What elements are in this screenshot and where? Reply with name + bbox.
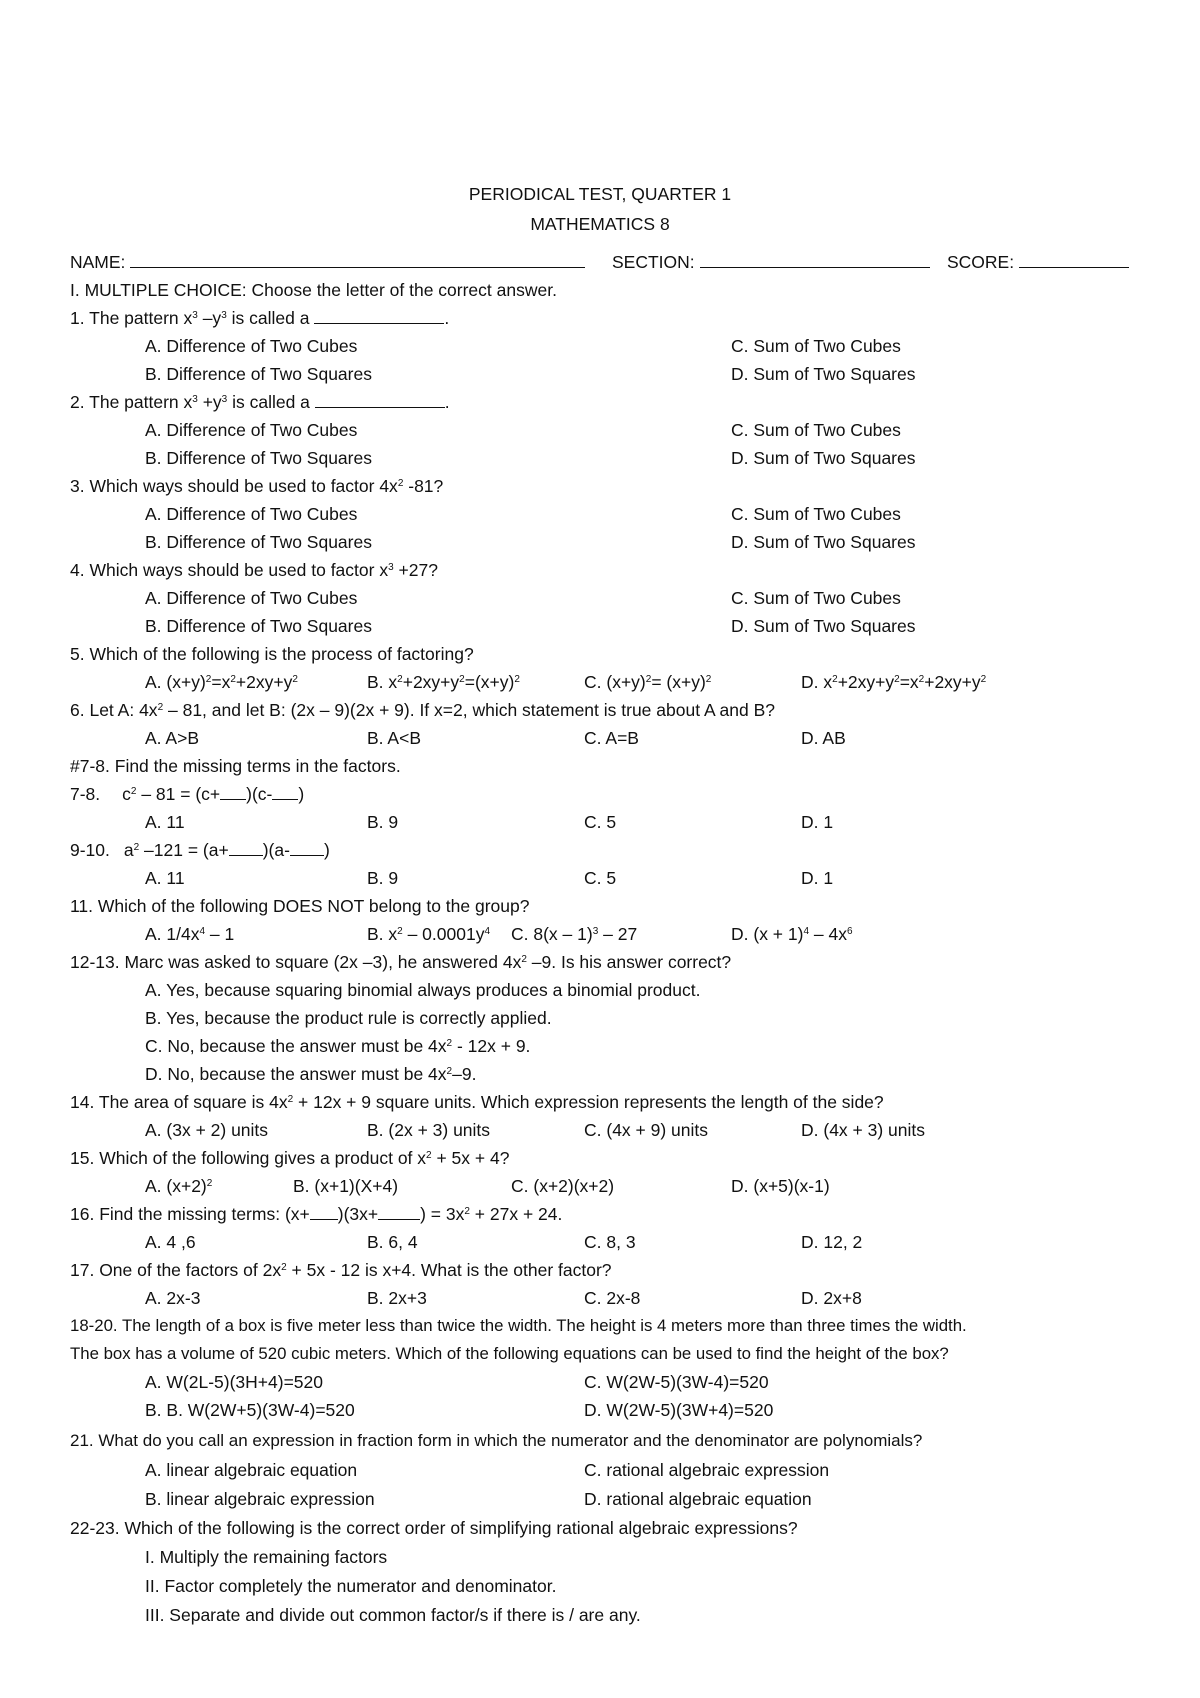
- q3-option-b[interactable]: B. Difference of Two Squares: [145, 532, 372, 552]
- section-field: [612, 251, 930, 273]
- question-12-13: 12-13. Marc was asked to square (2x –3), he answered $4x^2$ –9. Is his answer correct?: [70, 952, 732, 972]
- question-15: 15. Which of the following gives a product of $x^2 + 5x + 4$?: [70, 1148, 510, 1168]
- q15-option-a[interactable]: A. $(x+2)^2$: [145, 1176, 213, 1196]
- question-14: 14. The area of square is $4x^2 + 12x + 9$ square units. Which expression represents the length of the side?: [70, 1092, 884, 1112]
- q18-option-b[interactable]: B. B. W(2W+5)(3W-4)=520: [145, 1400, 355, 1420]
- q6-option-b[interactable]: B. A<B: [367, 728, 421, 748]
- question-6: 6. Let A: $4x^2 - 81$, and let B: (2x – 9)(2x + 9). If x=2, which statement is true about A and B?: [70, 700, 776, 720]
- section-label: SECTION:: [612, 252, 695, 272]
- q11-option-c[interactable]: C. 8(x – 1)$^3$ – 27: [511, 924, 638, 944]
- q1-option-b[interactable]: B. Difference of Two Squares: [145, 364, 372, 384]
- q12-option-b[interactable]: B. Yes, because the product rule is correctly applied.: [145, 1008, 552, 1028]
- q6-option-d[interactable]: D. AB: [801, 728, 846, 748]
- q22-step-ii: II. Factor completely the numerator and denominator.: [145, 1576, 557, 1596]
- score-field: [947, 251, 1129, 273]
- q15-option-d[interactable]: D. (x+5)(x-1): [731, 1176, 830, 1196]
- question-2: 2. The pattern $x^3 +y^3$ is called a .: [70, 392, 450, 412]
- q2-option-a[interactable]: A. Difference of Two Cubes: [145, 420, 358, 440]
- q15-option-b[interactable]: B. (x+1)(X+4): [293, 1176, 399, 1196]
- q7-option-c[interactable]: C. 5: [584, 812, 617, 832]
- q11-option-a[interactable]: A. $1/4x^4 - 1$: [145, 924, 235, 944]
- q2-option-d[interactable]: D. Sum of Two Squares: [731, 448, 916, 468]
- q12-option-a[interactable]: A. Yes, because squaring binomial always produces a binomial product.: [145, 980, 701, 1000]
- q16-option-c[interactable]: C. 8, 3: [584, 1232, 636, 1252]
- question-4: 4. Which ways should be used to factor $x^3 +27$?: [70, 560, 438, 580]
- question-5: 5. Which of the following is the process of factoring?: [70, 644, 474, 664]
- q9-option-b[interactable]: B. 9: [367, 868, 399, 888]
- q22-step-iii: III. Separate and divide out common factor/s if there is / are any.: [145, 1605, 641, 1625]
- q7-option-d[interactable]: D. 1: [801, 812, 834, 832]
- instructions: I. MULTIPLE CHOICE: Choose the letter of the correct answer.: [70, 280, 557, 300]
- q7-option-b[interactable]: B. 9: [367, 812, 399, 832]
- q15-option-c[interactable]: C. (x+2)(x+2): [511, 1176, 615, 1196]
- q16-option-d[interactable]: D. 12, 2: [801, 1232, 863, 1252]
- q9-option-d[interactable]: D. 1: [801, 868, 834, 888]
- q17-option-b[interactable]: B. 2x+3: [367, 1288, 427, 1308]
- q1-option-c[interactable]: C. Sum of Two Cubes: [731, 336, 901, 356]
- question-21: 21. What do you call an expression in fraction form in which the numerator and the denominator are polynomials?: [70, 1431, 923, 1450]
- q14-option-b[interactable]: B. (2x + 3) units: [367, 1120, 491, 1140]
- q18-option-c[interactable]: C. W(2W-5)(3W-4)=520: [584, 1372, 769, 1392]
- q9-option-c[interactable]: C. 5: [584, 868, 617, 888]
- q21-option-a[interactable]: A. linear algebraic equation: [145, 1460, 358, 1480]
- question-7-8-intro: #7-8. Find the missing terms in the factors.: [70, 756, 401, 776]
- q4-option-d[interactable]: D. Sum of Two Squares: [731, 616, 916, 636]
- question-1: 1. The pattern $x^3$ $-y^3$ is called a .: [70, 308, 450, 328]
- q22-step-i: I. Multiply the remaining factors: [145, 1547, 388, 1567]
- question-3: 3. Which ways should be used to factor $4x^2$ -81?: [70, 476, 444, 496]
- q1-option-d[interactable]: D. Sum of Two Squares: [731, 364, 916, 384]
- question-18-20-line2: The box has a volume of 520 cubic meters. Which of the following equations can be used to find the height of the box?: [70, 1344, 949, 1363]
- q7-option-a[interactable]: A. 11: [145, 812, 185, 832]
- name-field: [70, 251, 585, 273]
- q12-option-d[interactable]: D. No, because the answer must be $4x^2-9$.: [145, 1064, 477, 1084]
- q17-option-a[interactable]: A. 2x-3: [145, 1288, 201, 1308]
- q14-option-a[interactable]: A. (3x + 2) units: [145, 1120, 269, 1140]
- answer-blank: [314, 309, 444, 324]
- q21-option-c[interactable]: C. rational algebraic expression: [584, 1460, 830, 1480]
- question-11: 11. Which of the following DOES NOT belong to the group?: [70, 896, 530, 916]
- q11-option-b[interactable]: B. $x^2 - 0.0001y^4$: [367, 924, 491, 944]
- q2-option-c[interactable]: C. Sum of Two Cubes: [731, 420, 901, 440]
- name-label: NAME:: [70, 252, 126, 272]
- q21-option-d[interactable]: D. rational algebraic equation: [584, 1489, 812, 1509]
- q17-option-d[interactable]: D. 2x+8: [801, 1288, 862, 1308]
- q4-option-c[interactable]: C. Sum of Two Cubes: [731, 588, 901, 608]
- q3-option-a[interactable]: A. Difference of Two Cubes: [145, 504, 358, 524]
- q18-option-d[interactable]: D. W(2W-5)(3W+4)=520: [584, 1400, 774, 1420]
- q18-option-a[interactable]: A. W(2L-5)(3H+4)=520: [145, 1372, 323, 1392]
- question-18-20-line1: 18-20. The length of a box is five meter less than twice the width. The height is 4 meters more than three times the width.: [70, 1316, 967, 1335]
- answer-blank: [315, 393, 445, 408]
- q16-option-a[interactable]: A. 4 ,6: [145, 1232, 196, 1252]
- q12-option-c[interactable]: C. No, because the answer must be $4x^2 - 12x + 9$.: [145, 1036, 531, 1056]
- q16-option-b[interactable]: B. 6, 4: [367, 1232, 418, 1252]
- q4-option-b[interactable]: B. Difference of Two Squares: [145, 616, 372, 636]
- subject-title: MATHEMATICS 8: [530, 214, 670, 234]
- q4-option-a[interactable]: A. Difference of Two Cubes: [145, 588, 358, 608]
- score-label: SCORE:: [947, 252, 1015, 272]
- question-9-10: 9-10. $a^2$ –121 = (a+ )(a- ): [70, 840, 330, 860]
- question-16: 16. Find the missing terms: (x+ )(3x+ ) = $3x^2 + 27x + 24$.: [70, 1204, 563, 1224]
- q14-option-d[interactable]: D. (4x + 3) units: [801, 1120, 926, 1140]
- score-blank[interactable]: [1019, 253, 1129, 268]
- question-22-23: 22-23. Which of the following is the correct order of simplifying rational algebraic expressions?: [70, 1518, 798, 1538]
- q1-option-a[interactable]: A. Difference of Two Cubes: [145, 336, 358, 356]
- q6-option-a[interactable]: A. A>B: [145, 728, 199, 748]
- q2-option-b[interactable]: B. Difference of Two Squares: [145, 448, 372, 468]
- q9-option-a[interactable]: A. 11: [145, 868, 185, 888]
- q3-option-d[interactable]: D. Sum of Two Squares: [731, 532, 916, 552]
- test-title: PERIODICAL TEST, QUARTER 1: [468, 184, 732, 204]
- q5-option-c[interactable]: C. $(x+y)^2= (x+y)^2$: [584, 672, 712, 692]
- question-17: 17. One of the factors of $2x^2 + 5x - 12$ is x+4. What is the other factor?: [70, 1260, 612, 1280]
- name-blank[interactable]: [130, 253, 585, 268]
- q5-option-b[interactable]: B. $x^2+2xy+y^2=(x+y)^2$: [367, 672, 520, 692]
- q5-option-a[interactable]: A. $(x+y)^2=x^2+2xy+y^2$: [145, 672, 298, 692]
- question-7-8: 7-8. $c^2 - 81 = (c+ )(c-$ ): [70, 784, 305, 804]
- q21-option-b[interactable]: B. linear algebraic expression: [145, 1489, 375, 1509]
- section-blank[interactable]: [700, 253, 930, 268]
- q6-option-c[interactable]: C. A=B: [584, 728, 639, 748]
- q3-option-c[interactable]: C. Sum of Two Cubes: [731, 504, 901, 524]
- q11-option-d[interactable]: D. $(x + 1)^4 - 4x^6$: [731, 924, 853, 944]
- q5-option-d[interactable]: D. $x^2+2xy+y^2=x^2+2xy+y^2$: [801, 672, 987, 692]
- q14-option-c[interactable]: C. (4x + 9) units: [584, 1120, 709, 1140]
- q17-option-c[interactable]: C. 2x-8: [584, 1288, 641, 1308]
